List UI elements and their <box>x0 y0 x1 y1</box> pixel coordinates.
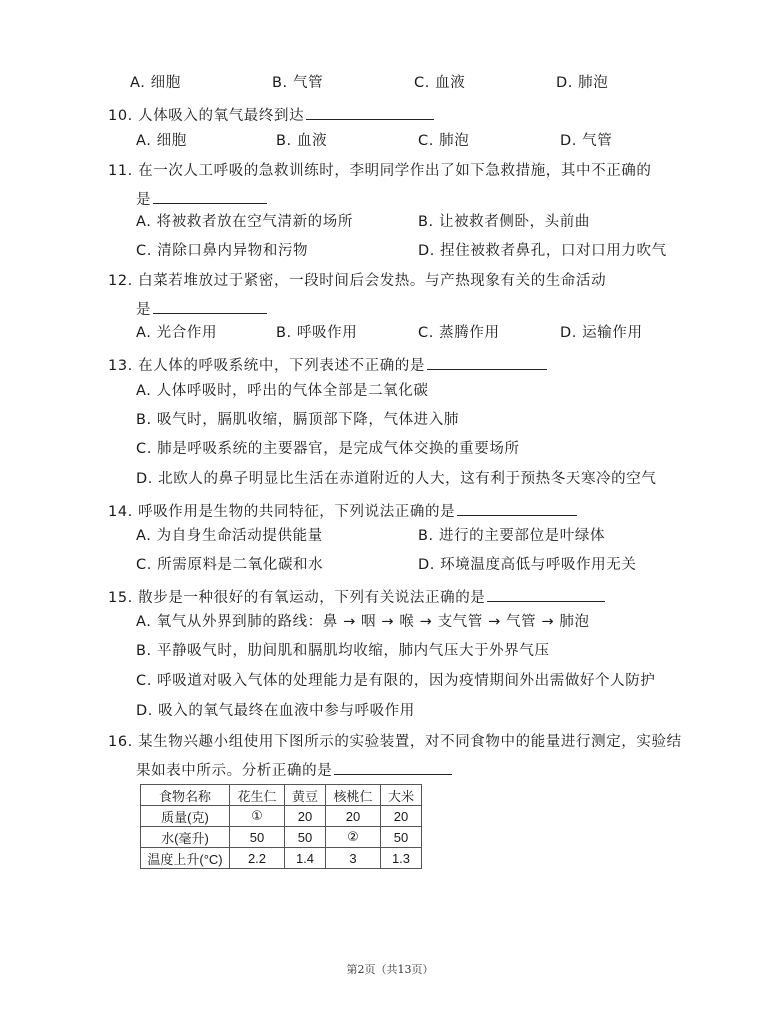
table-cell: 温度上升(°C) <box>141 848 230 869</box>
table-header-cell: 花生仁 <box>230 785 285 806</box>
table-cell: ② <box>326 827 381 848</box>
question-12-cont <box>136 297 267 320</box>
table-cell: 3 <box>326 848 381 869</box>
question-12 <box>108 271 606 291</box>
q14-option-b[interactable]: B. 进行的主要部位是叶绿体 <box>418 528 606 544</box>
q11-option-c[interactable]: C. 清除口鼻内异物和污物 <box>136 243 309 259</box>
q12-option-a[interactable]: A. 光合作用 <box>136 325 218 341</box>
q9-option-c[interactable]: C. 血液 <box>414 75 466 91</box>
question-text: 呼吸作用是生物的共同特征，下列说法正确的是 <box>138 504 456 520</box>
q14-option-c[interactable]: C. 所需原料是二氧化碳和水 <box>136 557 324 573</box>
table-row <box>141 827 422 848</box>
q15-option-b[interactable]: B. 平静吸气时，肋间肌和膈肌均收缩，肺内气压大于外界气压 <box>136 643 550 659</box>
table-cell: 1.4 <box>285 848 326 869</box>
q12-option-d[interactable]: D. 运输作用 <box>560 325 643 341</box>
question-text: 在人体的呼吸系统中，下列表述不正确的是 <box>138 358 425 374</box>
table-cell: 20 <box>285 806 326 827</box>
q11-option-b[interactable]: B. 让被救者侧卧，头前曲 <box>418 214 590 230</box>
question-text: 在一次人工呼吸的急救训练时，李明同学作出了如下急救措施，其中不正确的 <box>138 163 652 179</box>
question-number: 11. <box>108 163 133 179</box>
table-header-cell: 食物名称 <box>141 785 230 806</box>
answer-blank[interactable] <box>487 585 605 602</box>
table-header-cell: 黄豆 <box>285 785 326 806</box>
question-number: 16. <box>108 734 133 750</box>
q12-option-b[interactable]: B. 呼吸作用 <box>276 325 358 341</box>
q14-option-a[interactable]: A. 为自身生命活动提供能量 <box>136 528 323 544</box>
question-text: 果如表中所示。分析正确的是 <box>136 763 333 779</box>
q10-option-a[interactable]: A. 细胞 <box>136 133 187 149</box>
question-14 <box>108 499 577 522</box>
table-cell: 水(毫升) <box>141 827 230 848</box>
q11-option-d[interactable]: D. 捏住被救者鼻孔，口对口用力吹气 <box>418 243 667 259</box>
question-16 <box>108 732 682 752</box>
table-cell: 50 <box>381 827 422 848</box>
question-text: 某生物兴趣小组使用下图所示的实验装置，对不同食物中的能量进行测定，实验结 <box>138 734 682 750</box>
q15-option-c[interactable]: C. 呼吸道对吸入气体的处理能力是有限的，因为疫情期间外出需做好个人防护 <box>136 673 656 689</box>
answer-blank[interactable] <box>334 758 452 775</box>
table-header-cell: 核桃仁 <box>326 785 381 806</box>
table-cell: 2.2 <box>230 848 285 869</box>
q9-option-d[interactable]: D. 肺泡 <box>556 75 609 91</box>
question-number: 13. <box>108 358 133 374</box>
answer-blank[interactable] <box>153 187 267 204</box>
q15-option-d[interactable]: D. 吸入的氧气最终在血液中参与呼吸作用 <box>136 703 415 719</box>
table-row <box>141 806 422 827</box>
table-header-cell: 大米 <box>381 785 422 806</box>
table-cell: 50 <box>230 827 285 848</box>
answer-blank[interactable] <box>306 103 434 120</box>
table-row <box>141 848 422 869</box>
q13-option-a[interactable]: A. 人体呼吸时，呼出的气体全部是二氧化碳 <box>136 383 429 399</box>
answer-blank[interactable] <box>457 499 577 516</box>
q9-option-b[interactable]: B. 气管 <box>272 75 324 91</box>
table-cell: 20 <box>326 806 381 827</box>
question-13 <box>108 353 547 376</box>
table-header-row <box>141 785 422 806</box>
question-text: 是 <box>136 192 152 208</box>
question-11 <box>108 161 652 181</box>
question-16-cont <box>136 758 452 781</box>
table-cell: 质量(克) <box>141 806 230 827</box>
table-cell: 20 <box>381 806 422 827</box>
q11-option-a[interactable]: A. 将被救者放在空气清新的场所 <box>136 214 353 230</box>
q10-option-c[interactable]: C. 肺泡 <box>418 133 470 149</box>
page-footer: 第2页（共13页） <box>346 963 434 976</box>
q13-option-d[interactable]: D. 北欧人的鼻子明显比生活在赤道附近的人大，这有利于预热冬天寒冷的空气 <box>136 471 657 487</box>
table-cell: 50 <box>285 827 326 848</box>
question-text: 人体吸入的氧气最终到达 <box>138 108 305 124</box>
question-number: 14. <box>108 504 133 520</box>
q10-option-b[interactable]: B. 血液 <box>276 133 328 149</box>
question-number: 12. <box>108 273 133 289</box>
table-cell: 1.3 <box>381 848 422 869</box>
q15-option-a[interactable]: A. 氧气从外界到肺的路线：鼻 → 咽 → 喉 → 支气管 → 气管 → 肺泡 <box>136 614 590 630</box>
q9-option-a[interactable]: A. 细胞 <box>130 75 181 91</box>
q13-option-c[interactable]: C. 肺是呼吸系统的主要器官，是完成气体交换的重要场所 <box>136 441 520 457</box>
question-15 <box>108 585 605 608</box>
q14-option-d[interactable]: D. 环境温度高低与呼吸作用无关 <box>418 557 637 573</box>
table-cell: ① <box>230 806 285 827</box>
answer-blank[interactable] <box>427 353 547 370</box>
question-11-cont <box>136 187 267 210</box>
answer-blank[interactable] <box>153 297 267 314</box>
q13-option-b[interactable]: B. 吸气时，膈肌收缩，膈顶部下降，气体进入肺 <box>136 412 459 428</box>
question-text: 白菜若堆放过于紧密，一段时间后会发热。与产热现象有关的生命活动 <box>138 273 607 289</box>
question-10 <box>108 103 434 126</box>
q12-option-c[interactable]: C. 蒸腾作用 <box>418 325 500 341</box>
question-text: 是 <box>136 302 152 318</box>
question-text: 散步是一种很好的有氧运动，下列有关说法正确的是 <box>138 590 486 606</box>
question-number: 10. <box>108 108 133 124</box>
food-energy-table <box>140 784 422 869</box>
question-number: 15. <box>108 590 133 606</box>
q10-option-d[interactable]: D. 气管 <box>560 133 613 149</box>
